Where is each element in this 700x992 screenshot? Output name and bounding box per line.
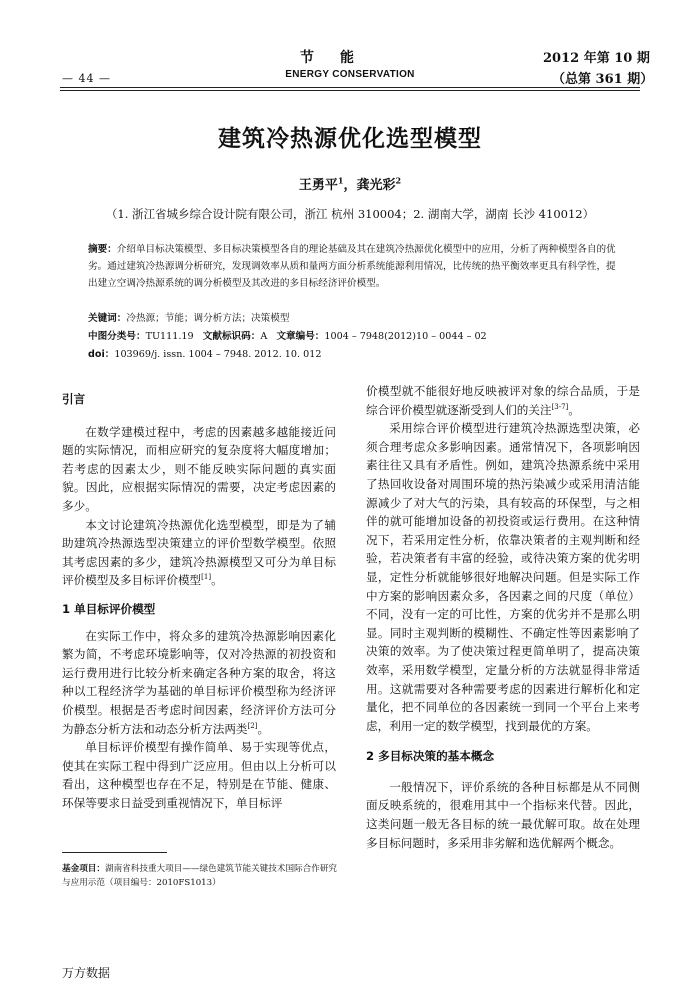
abstract: [88, 241, 616, 292]
paragraph: 在数学建模过程中，考虑的因素越多越能接近问题的实际情况，而相应研究的复杂度将大幅度增加；若考虑的因素太少，则不能反映实际问题的真实面貌。因此，应根据实际情况的需要，决定考虑因素的多少。: [62, 424, 336, 513]
citation: [1]: [201, 573, 212, 582]
paragraph-end: 。: [211, 573, 223, 588]
citation: [3-7]: [551, 402, 569, 411]
header-rule-top: [60, 87, 640, 88]
paragraph: 一般情况下，评价系统的各种目标都是从不同侧面反映系统的，很难用其中一个指标来代替。因此，这类问题一般无各目标的统一最优解可取。故在处理多目标问题时，多采用非劣解和选优解两个概念。: [366, 779, 640, 850]
author-separator: ，: [343, 178, 357, 193]
funding-label: 基金项目：: [62, 864, 105, 874]
doi-value: 103969/j. issn. 1004 – 7948. 2012. 10. 012: [114, 349, 322, 360]
article-no-value: 1004 – 7948(2012)10 – 0044 – 02: [324, 331, 487, 342]
body-column-right: [366, 382, 640, 852]
section-heading-1: 1 单目标评价模型: [62, 601, 156, 616]
paragraph: [62, 627, 336, 739]
paragraph-text: 本文讨论建筑冷热源优化选型模型，即是为了辅助建筑冷热源选型决策建立的评价型数学模型。依照其考虑因素的多少，建筑冷热源模型又可分为单目标评价模型及多目标评价模型: [62, 517, 336, 588]
paragraph-end: 。: [568, 402, 580, 417]
section-heading-2: 2 多目标决策的基本概念: [366, 749, 495, 764]
paragraph: [62, 516, 336, 590]
paragraph-text: 在实际工作中，将众多的建筑冷热源影响因素化繁为简，不考虑环境影响等，仅对冷热源的初投资和运行费用进行比较分析来确定各种方案的取舍，将这种以工程经济学为基础的单目标评价模型称为经济评价模型。根据是否考虑时间因素，经济评价方法可分为静态分析方法和动态分析方法两类: [62, 628, 336, 736]
section-heading-intro: 引言: [62, 392, 86, 406]
author-1: 王勇平: [298, 178, 338, 193]
footnote-rule: [62, 852, 167, 853]
paragraph-end: 。: [257, 721, 270, 736]
paragraph-text: 价模型就不能很好地反映被评对象的综合品质，于是综合评价模型就逐渐受到人们的关注: [366, 384, 640, 417]
doi-line: [88, 346, 616, 363]
citation: [2]: [247, 721, 258, 730]
page-number: — 44 —: [62, 72, 111, 85]
article-no-label: 文章编号：: [276, 331, 325, 342]
doc-code-value: A: [260, 331, 268, 342]
affiliation: （1. 浙江省城乡综合设计院有限公司，浙江 杭州 310004；2. 湖南大学，湖南 长沙 410012）: [105, 207, 595, 221]
author-2-affil-mark: 2: [395, 175, 402, 186]
funding-text: 湖南省科技重大项目——绿色建筑节能关键技术国际合作研究与应用示范（项目编号：2010FS1013）: [62, 864, 338, 888]
doc-code-label: 文献标识码：: [202, 331, 261, 342]
author-line: [60, 174, 640, 193]
keywords: [88, 310, 616, 327]
keywords-text: 冷热源；节能；调分析方法；决策模型: [126, 313, 290, 324]
paragraph-continued: [366, 382, 640, 419]
classification-line: [88, 328, 616, 345]
journal-name-cn: 节能: [300, 50, 380, 66]
keywords-label: 关键词：: [88, 313, 127, 324]
journal-name-en: ENERGY CONSERVATION: [285, 69, 415, 80]
author-1-affil-mark: 1: [337, 175, 344, 186]
author-2: 龚光彩: [356, 178, 396, 193]
abstract-label: 摘要：: [88, 244, 117, 255]
doi-label: doi：: [88, 349, 115, 360]
watermark: 万方数据: [62, 966, 111, 980]
header-rule-bottom: [60, 90, 640, 91]
clc-label: 中图分类号：: [88, 331, 146, 342]
abstract-text: 介绍单目标决策模型、多目标决策模型各自的理论基础及其在建筑冷热源优化模型中的应用，分析了两种模型各自的优劣。通过建筑冷热源调分析研究，发现调效率从质和量两方面分析系统能源利用情况，比传统的热平衡效率更具有科学性，提出建立空调冷热源系统的调分析模型及其改进的多目标经济评价模型。: [88, 244, 616, 289]
body-column-left: [62, 390, 336, 812]
paragraph: 采用综合评价模型进行建筑冷热源选型决策，必须合理考虑众多影响因素。通常情况下，各项影响因素往往又具有矛盾性。例如，建筑冷热源系统中采用了热回收设备对周围环境的热污染减少或采用清洁能源减少了对大气的污染，具有较高的环保型，与之相伴的就可能增加设备的初投资或运行费用。在这种情况下，若采用定性分析，依靠决策者的主观判断和经验，若决策者有丰富的经验，或待决策方案的优劣明显，定性分析就能够很好地解决问题。但是实际工作中方案的影响因素众多，各因素之间的尺度（单位）不同，没有一定的可比性，方案的优劣并不是那么明显。同时主观判断的模糊性、不确定性等因素影响了决策的效率。为了使决策过程更简单明了，提高决策效率，采用数学模型，定量分析的方法就显得非常适用。这就需要对各种需要考虑的因素进行解析化和定量化，把不同单位的各因素统一到同一个平台上来考虑，利用一定的数学模型，找到最优的方案。: [366, 421, 640, 733]
issue-number: 2012 年第 10 期: [543, 51, 650, 66]
clc-value: TU111.19: [145, 331, 194, 342]
total-issue-number: （总第 361 期）: [552, 72, 654, 87]
article-title: 建筑冷热源优化选型模型: [218, 126, 482, 152]
funding-footnote: [62, 862, 342, 890]
paragraph: 单目标评价模型有操作简单、易于实现等优点，使其在实际工程中得到广泛应用。但由以上分析可以看出，这种模型也存在不足，特别是在节能、健康、环保等要求日益受到重视情况下，单目标评: [62, 740, 336, 810]
